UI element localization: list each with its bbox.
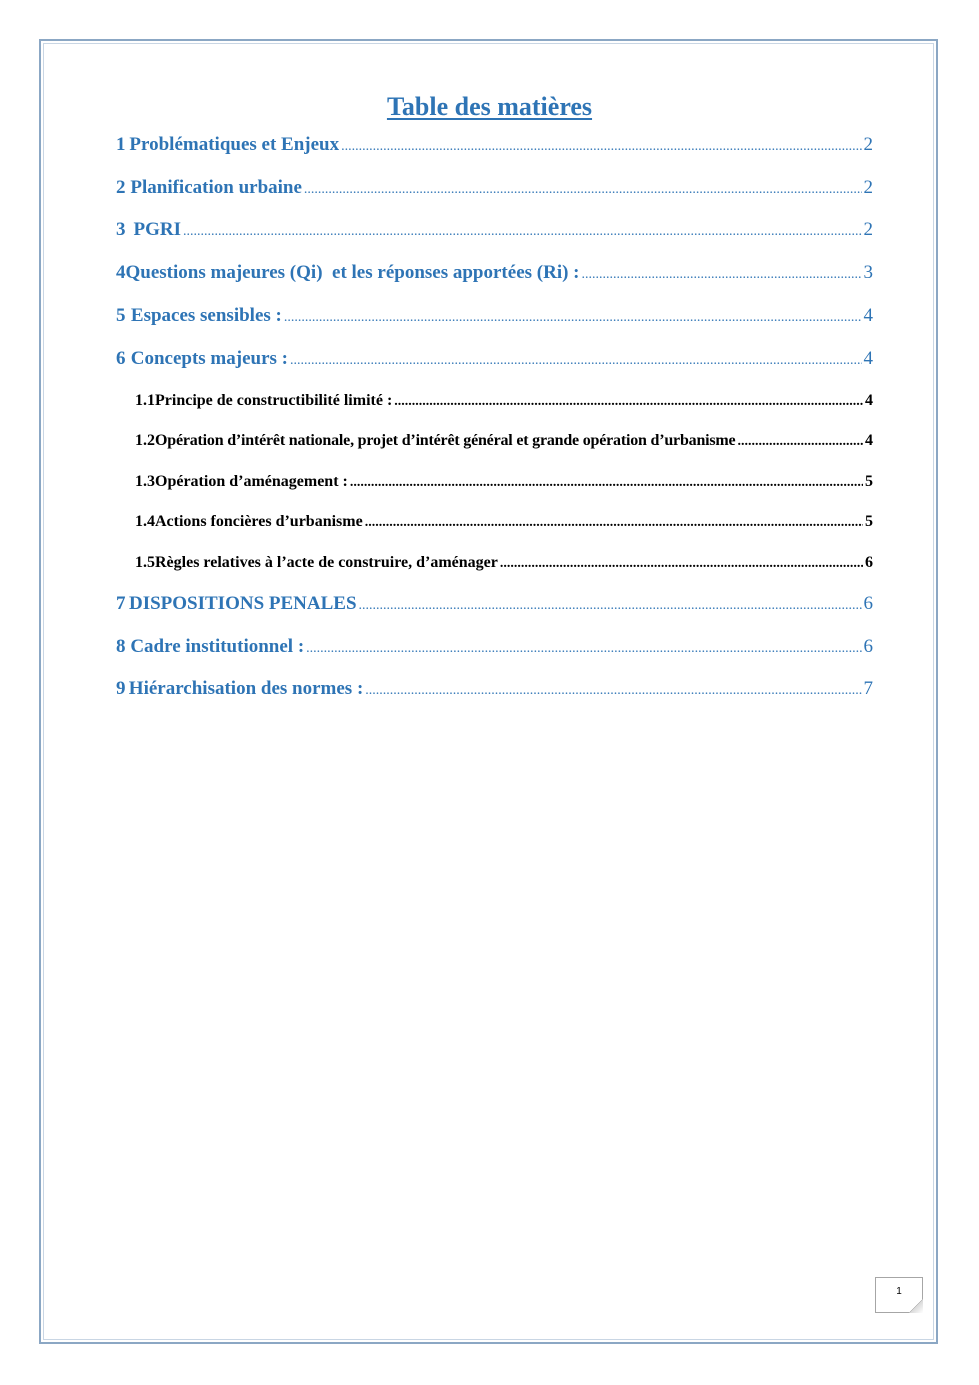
toc-entry-label: Règles relatives à l’acte de construire, d’aménager xyxy=(155,554,498,571)
toc-entry-page: 2 xyxy=(863,177,873,198)
toc-entry-label: Opération d’aménagement : xyxy=(155,473,348,490)
toc-entry-label: Opération d’intérêt nationale, projet d’intérêt général et grande opération d’urbanisme xyxy=(155,432,736,449)
toc-entry-number: 1.4 xyxy=(135,513,155,530)
toc-entry-label: Problématiques et Enjeux xyxy=(129,134,340,155)
toc-entry-1-3[interactable] xyxy=(135,473,873,491)
toc-entry-8[interactable] xyxy=(116,636,873,658)
toc-entry-7[interactable] xyxy=(116,593,873,615)
toc-entry-page: 4 xyxy=(865,432,873,449)
toc-entry-label: Concepts majeurs : xyxy=(130,348,288,369)
toc-entry-page: 6 xyxy=(863,593,873,614)
toc-entry-page: 5 xyxy=(865,513,873,530)
toc-entry-page: 4 xyxy=(865,392,873,409)
toc-entry-page: 2 xyxy=(863,134,873,155)
toc-entry-9[interactable] xyxy=(116,678,873,700)
toc-entry-page: 7 xyxy=(863,678,873,699)
toc-entry-number: 8 xyxy=(116,636,126,657)
toc-entry-page: 6 xyxy=(865,554,873,571)
toc-entry-page: 5 xyxy=(865,473,873,490)
toc-entry-4[interactable] xyxy=(116,262,873,284)
toc-dot-leader xyxy=(737,432,863,450)
toc-entry-1-4[interactable] xyxy=(135,513,873,531)
toc-entry-number: 5 xyxy=(116,305,126,326)
toc-dot-leader xyxy=(394,392,863,410)
toc-dot-leader xyxy=(290,348,862,370)
toc-entry-number: 4 xyxy=(116,262,126,283)
toc-entry-label: Espaces sensibles : xyxy=(130,305,282,326)
toc-entry-number: 6 xyxy=(116,348,126,369)
page-curl-icon xyxy=(909,1299,923,1313)
toc-entry-label: Planification urbaine xyxy=(130,177,302,198)
toc-dot-leader xyxy=(284,305,862,327)
toc-entry-page: 6 xyxy=(863,636,873,657)
toc-entry-number: 1.5 xyxy=(135,554,155,571)
toc-entry-number: 1.2 xyxy=(135,432,155,449)
toc-entry-page: 4 xyxy=(863,305,873,326)
toc-entry-number: 9 xyxy=(116,678,126,699)
toc-dot-leader xyxy=(304,177,862,199)
toc-entry-number: 7 xyxy=(116,593,126,614)
toc-entry-label: Actions foncières d’urbanisme xyxy=(155,513,363,530)
toc-entry-number: 1.3 xyxy=(135,473,155,490)
toc-entry-1-1[interactable] xyxy=(135,392,873,410)
toc-entry-label: PGRI xyxy=(133,219,181,240)
page-number: 1 xyxy=(896,1286,902,1297)
toc-entry-6[interactable] xyxy=(116,348,873,370)
toc-dot-leader xyxy=(500,554,863,572)
toc-entry-label: Questions majeures (Qi) et les réponses apportées (Ri) : xyxy=(125,262,580,283)
toc-entry-label: Cadre institutionnel : xyxy=(130,636,305,657)
toc-entry-page: 4 xyxy=(863,348,873,369)
toc-dot-leader xyxy=(350,473,863,491)
toc-entry-page: 3 xyxy=(863,262,873,283)
toc-entry-number: 1.1 xyxy=(135,392,155,409)
toc-title: Table des matières xyxy=(386,92,593,121)
toc-dot-leader xyxy=(306,636,861,658)
toc-entry-label: Principe de constructibilité limité : xyxy=(155,392,393,409)
toc-entry-number: 2 xyxy=(116,177,126,198)
toc-dot-leader xyxy=(183,219,862,241)
toc-entry-label: DISPOSITIONS PENALES xyxy=(128,593,357,614)
toc-entry-1-2[interactable] xyxy=(135,432,873,450)
toc-dot-leader xyxy=(365,513,863,531)
toc-entry-number: 3 xyxy=(116,219,126,240)
toc-entry-1[interactable] xyxy=(116,134,873,156)
toc-entry-number: 1 xyxy=(116,134,126,155)
toc-dot-leader xyxy=(582,262,862,284)
toc-entry-page: 2 xyxy=(863,219,873,240)
toc-entry-5[interactable] xyxy=(116,305,873,327)
toc-entry-label: Hiérarchisation des normes : xyxy=(128,678,364,699)
toc-entry-3[interactable] xyxy=(116,219,873,241)
toc-dot-leader xyxy=(365,678,861,700)
toc-entry-1-5[interactable] xyxy=(135,554,873,572)
toc-entry-2[interactable] xyxy=(116,177,873,199)
toc-dot-leader xyxy=(359,593,862,615)
toc-dot-leader xyxy=(341,134,861,156)
